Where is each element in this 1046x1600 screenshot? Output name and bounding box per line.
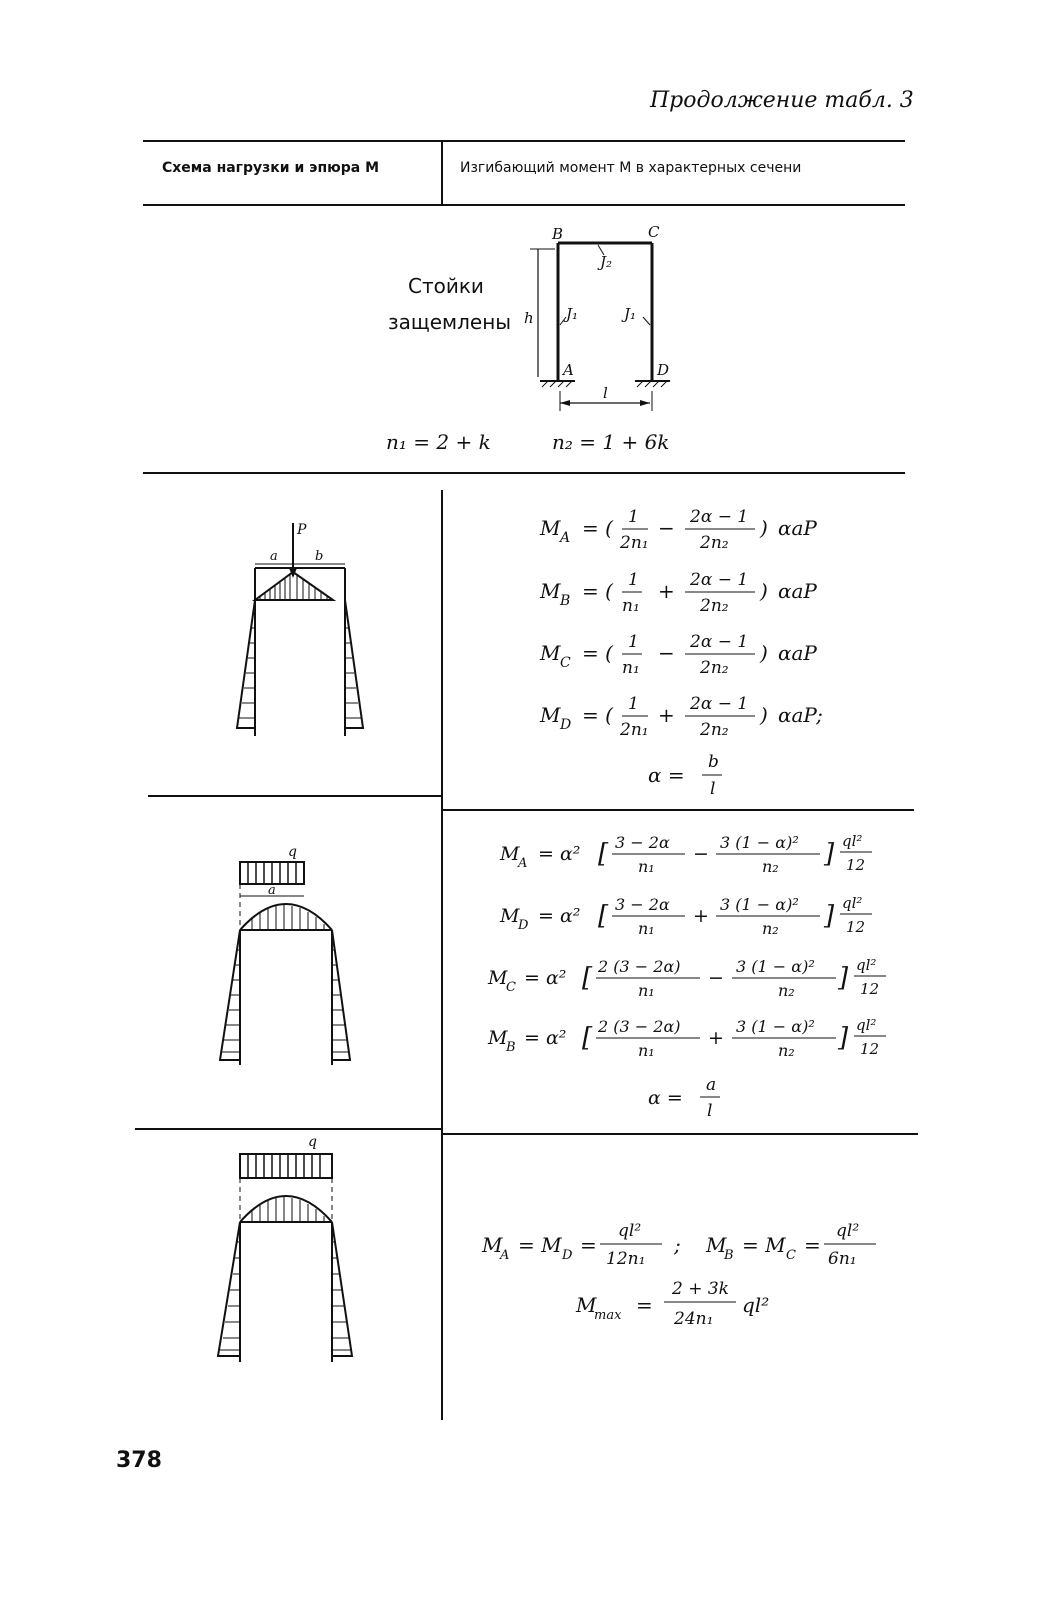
case1-MD-sub: D [560,717,572,733]
case1-MB-f1-num: 1 [628,570,639,590]
J1-left-label: J₁ [566,305,579,323]
case2-MA-t-num: ql² [842,832,863,850]
svg-text:[: [ [582,1023,593,1053]
case3-f2-den: 6n₁ [828,1249,857,1269]
case2-MD-f1-den: n₁ [638,919,655,938]
case1-MB-op: + [658,579,675,603]
case2-MD-coef: = α² [538,905,581,927]
case1-MB-sub: B [560,593,571,609]
case3-sub-A: A [500,1248,510,1263]
case1-MD-f2-den: 2n₂ [700,720,729,740]
case2-MC-sub: C [506,980,516,995]
case3-f1-num: ql² [618,1221,642,1241]
case1-MB-f2-num: 2α − 1 [690,570,749,590]
svg-text:=: = [804,1233,821,1257]
case1-alpha-lhs: α = [648,763,685,787]
case2-MC-f2-num: 3 (1 − α)² [736,957,815,976]
header-bottom-rule [143,204,905,206]
svg-text:): ) [760,703,768,727]
case2-alpha-den: l [707,1101,713,1120]
case1-MD-f1-den: 2n₁ [620,720,649,740]
case1-dim-a: a [270,549,278,564]
case1-load-P: P [297,522,307,538]
case1-diagram [225,518,375,743]
case3-formulas [478,1200,898,1340]
section-rule-2-right [442,809,914,811]
case3-f3-den: 24n₁ [674,1309,714,1329]
case2-MD-sub: D [518,918,529,933]
continuation-title: Продолжение табл. 3 [650,88,914,113]
frame-diagram [500,215,700,425]
l-label: l [603,384,608,402]
case1-MB-f1-den: n₁ [622,596,640,616]
case3-sep: ; [674,1233,681,1257]
case1-MA-f2-den: 2n₂ [700,533,729,553]
case2-MD-t-num: ql² [842,894,863,912]
case1-MA-f1-num: 1 [628,507,639,527]
case2-MB-coef: = α² [524,1027,567,1049]
svg-text:]: ] [838,963,849,993]
svg-text:M: M [500,843,520,865]
case2-dim-a: a [268,883,276,898]
case2-MA-sub: A [518,856,528,871]
column1-header: Схема нагрузки и эпюра M [162,160,380,176]
point-C-label: C [648,223,660,241]
case1-MC-op: − [658,641,675,665]
case3-f3-num: 2 + 3k [672,1279,729,1299]
point-D-label: D [657,361,670,379]
case2-MA-coef: = α² [538,843,581,865]
case3-diagram [210,1130,360,1370]
case1-MC-f1-den: n₁ [622,658,640,678]
case3-eq-mid: = M [518,1233,562,1257]
case3-sub-B: B [724,1248,734,1263]
case2-MC-coef: = α² [524,967,567,989]
svg-text:=: = [580,1233,597,1257]
case3-MB: M [706,1233,727,1257]
case2-row-MD [499,894,872,938]
case2-formulas [480,820,900,1120]
J2-label: J₂ [600,253,613,271]
frame-label-line1: Стойки [408,274,484,298]
svg-text:M: M [540,516,561,540]
case2-MB-t-num: ql² [856,1016,877,1034]
case2-MB-f1-den: n₁ [638,1041,655,1060]
case2-MA-t-den: 12 [846,856,866,874]
case2-diagram [210,840,360,1070]
case1-MC-f2-den: 2n₂ [700,658,729,678]
svg-text:= (: = ( [582,703,613,727]
case2-MC-f2-den: n₂ [778,981,795,1000]
case2-MA-f2-den: n₂ [762,857,779,876]
svg-text:): ) [760,516,768,540]
case2-MD-t-den: 12 [846,918,866,936]
case2-MD-f2-num: 3 (1 − α)² [720,895,799,914]
case3-MA: M [482,1233,503,1257]
case1-MB-tail: αaP [778,579,817,603]
case3-mmax: M [576,1293,597,1317]
table-divider [441,490,443,1420]
n1-formula: n₁ = 2 + k [386,430,491,454]
point-A-label: A [563,361,574,379]
case1-MD-op: + [658,703,675,727]
case2-load-q: q [288,844,297,860]
header-divider [441,142,443,204]
svg-text:]: ] [824,901,835,931]
case2-MB-f2-num: 3 (1 − α)² [736,1017,815,1036]
case2-MB-f1-num: 2 (3 − 2α) [598,1017,681,1036]
frame-label-line2: защемлены [388,310,512,334]
case2-MB-f2-den: n₂ [778,1041,795,1060]
case2-MA-f1-num: 3 − 2α [615,833,670,852]
case2-MD-f1-num: 3 − 2α [615,895,670,914]
case1-MC-f1-num: 1 [628,632,639,652]
case1-MD-tail: αaP; [778,703,823,727]
svg-text:M: M [488,967,508,989]
svg-text:[: [ [598,901,609,931]
case2-row-MC [487,956,886,1000]
svg-text:[: [ [582,963,593,993]
svg-text:= (: = ( [582,516,613,540]
case2-MA-f1-den: n₁ [638,857,655,876]
case2-MA-f2-num: 3 (1 − α)² [720,833,799,852]
case1-MC-f2-num: 2α − 1 [690,632,749,652]
case2-MB-t-den: 12 [860,1040,880,1058]
svg-text:M: M [540,641,561,665]
case1-MA-op: − [658,516,675,540]
svg-text:= (: = ( [582,579,613,603]
case1-formulas [530,490,900,800]
case1-MD-f2-num: 2α − 1 [690,694,749,714]
case3-mmax-sub: max [594,1308,622,1323]
svg-text:M: M [488,1027,508,1049]
svg-text:= (: = ( [582,641,613,665]
case2-alpha-lhs: α = [648,1087,683,1109]
case3-load-q: q [308,1134,317,1150]
case1-MA-sub: A [560,530,571,546]
case2-row-MB [487,1016,886,1060]
point-B-label: B [552,225,564,243]
case2-MB-op: + [708,1027,724,1049]
svg-text:): ) [760,641,768,665]
case1-MC-sub: C [560,655,571,671]
section-rule-3-right [441,1133,918,1135]
case2-MC-f1-den: n₁ [638,981,655,1000]
case1-MD-f1-num: 1 [628,694,639,714]
case3-f1-den: 12n₁ [606,1249,646,1269]
column2-header: Изгибающий момент M в характерных сечени [460,160,802,176]
section-rule-1 [143,472,905,474]
case1-MA-f1-den: 2n₁ [620,533,649,553]
case2-alpha-num: a [706,1075,717,1095]
h-label: h [524,309,534,327]
case3-f2-num: ql² [836,1221,860,1241]
svg-text:M: M [540,703,561,727]
section-rule-2-left [148,795,442,797]
case3-sub-C: C [786,1248,796,1263]
case1-dim-b: b [315,549,324,564]
svg-text:[: [ [598,839,609,869]
case2-MC-t-den: 12 [860,980,880,998]
case1-MB-f2-den: 2n₂ [700,596,729,616]
svg-text:=: = [636,1293,653,1317]
case1-MA-tail: αaP [778,516,817,540]
header-top-rule [143,140,905,142]
case1-MC-tail: αaP [778,641,817,665]
case3-eq-mid2: = M [742,1233,786,1257]
J1-right-label: J₁ [624,305,637,323]
case2-MA-op: − [693,843,709,865]
case2-row-MA [499,832,872,876]
svg-text:]: ] [824,839,835,869]
svg-text:M: M [540,579,561,603]
case3-f3-tail: ql² [742,1293,770,1317]
case2-MC-op: − [708,967,724,989]
case1-alpha-num: b [708,752,719,772]
svg-text:): ) [760,579,768,603]
case1-alpha-den: l [710,779,716,799]
case1-MA-f2-num: 2α − 1 [690,507,749,527]
case2-MD-op: + [693,905,709,927]
svg-text:M: M [500,905,520,927]
case2-MD-f2-den: n₂ [762,919,779,938]
case2-MC-f1-num: 2 (3 − 2α) [598,957,681,976]
case3-sub-D: D [562,1248,573,1263]
n2-formula: n₂ = 1 + 6k [552,430,670,454]
case2-MB-sub: B [506,1040,516,1055]
svg-text:]: ] [838,1023,849,1053]
page-number: 378 [116,1448,162,1473]
case2-MC-t-num: ql² [856,956,877,974]
